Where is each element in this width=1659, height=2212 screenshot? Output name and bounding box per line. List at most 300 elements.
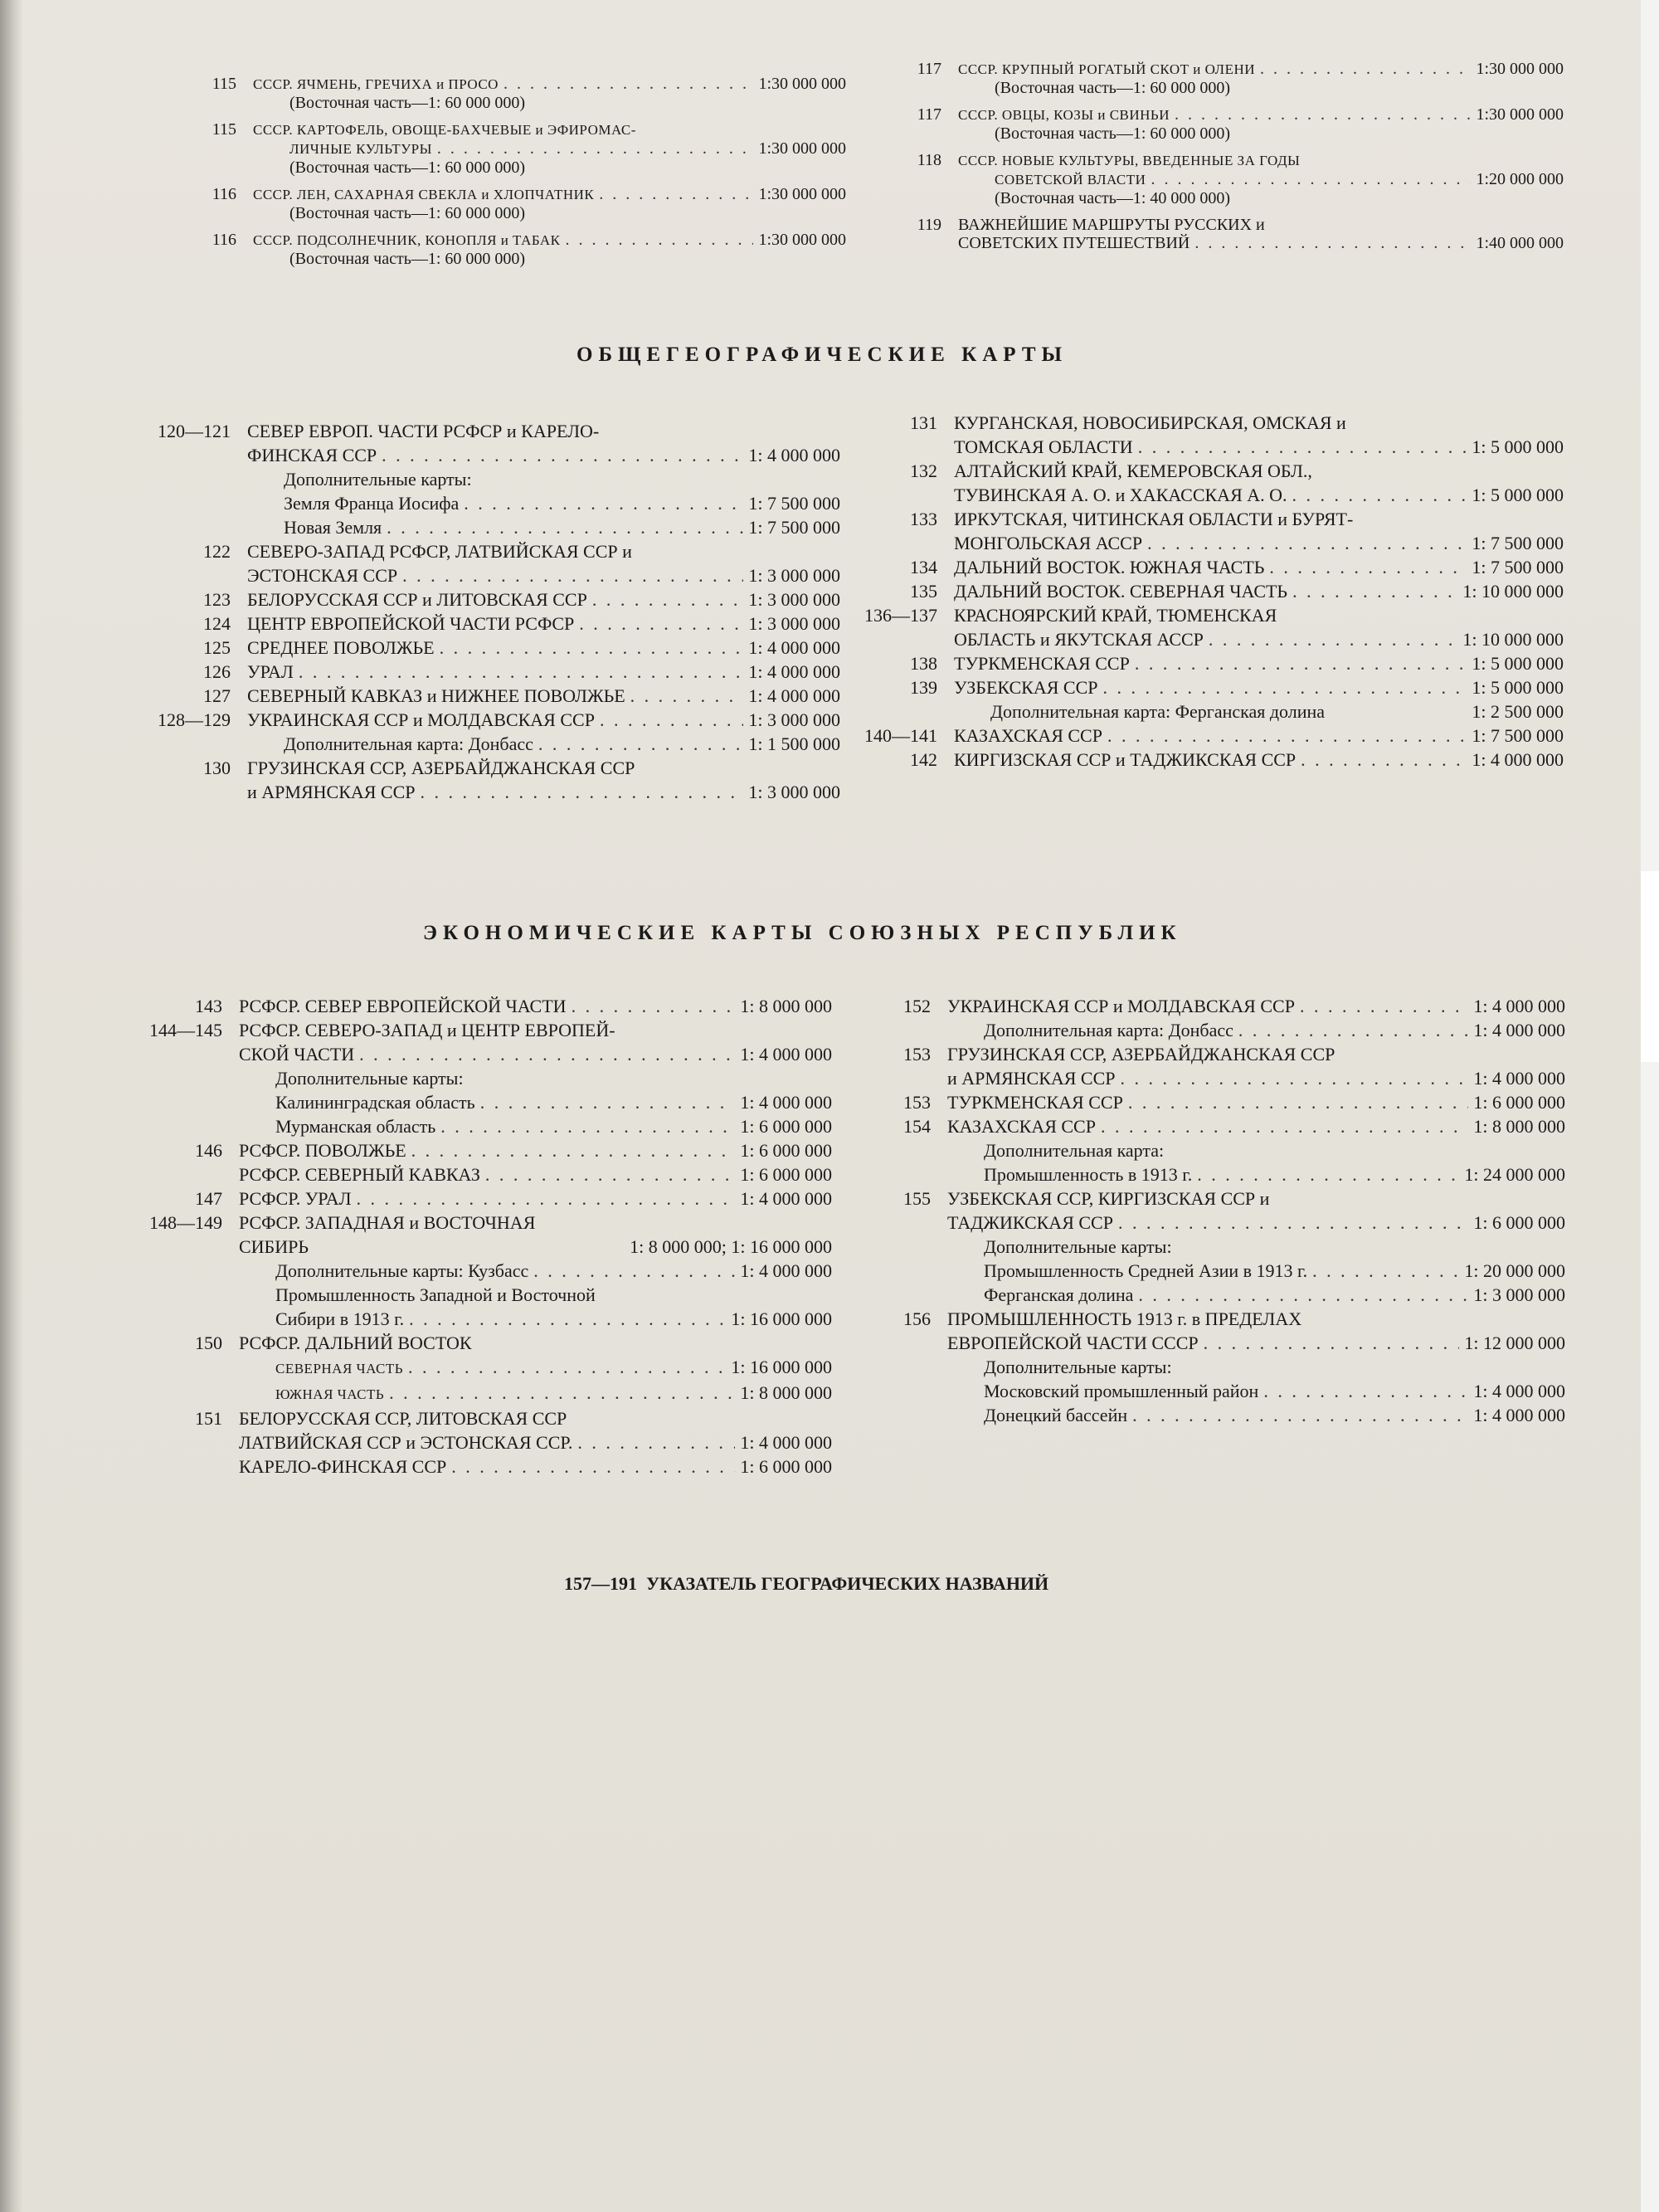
dot-leader	[1312, 1259, 1459, 1283]
map-scale: 1: 5 000 000	[1472, 653, 1564, 674]
map-title: ПРОМЫШЛЕННОСТЬ 1913 г. в ПРЕДЕЛАХ	[947, 1308, 1302, 1329]
map-scale: 1: 4 000 000	[740, 1092, 832, 1113]
entry-line	[958, 170, 1564, 189]
map-page-number: 117	[917, 60, 941, 78]
map-title: Дополнительные карты:	[275, 1068, 464, 1089]
dot-leader	[1238, 1018, 1468, 1042]
map-page-number: 146	[195, 1140, 222, 1161]
entry-line	[247, 756, 840, 780]
dot-leader	[357, 1186, 736, 1211]
map-title: Земля Франца Иосифа	[284, 493, 460, 514]
entry-line	[253, 204, 846, 222]
map-title: ГРУЗИНСКАЯ ССР, АЗЕРБАЙДЖАНСКАЯ ССР	[247, 758, 635, 778]
map-title: Дополнительные карты: Кузбасс	[275, 1260, 529, 1281]
entry-line	[247, 539, 840, 563]
entry-line	[954, 675, 1564, 699]
entry-line	[954, 531, 1564, 555]
map-title: Донецкий бассейн	[984, 1405, 1128, 1425]
dot-leader	[1118, 1211, 1468, 1235]
map-title: РСФСР. ДАЛЬНИЙ ВОСТОК	[239, 1333, 472, 1353]
index-entry	[903, 1090, 1565, 1114]
entry-line	[954, 555, 1564, 579]
map-title: КИРГИЗСКАЯ ССР и ТАДЖИКСКАЯ ССР	[954, 749, 1297, 770]
entry-line	[247, 419, 840, 443]
map-page-number: 117	[917, 105, 941, 124]
map-title: Дополнительные карты:	[284, 469, 472, 490]
map-page-number: 153	[903, 1092, 931, 1113]
entry-line	[239, 1186, 832, 1211]
map-scale: 1: 8 000 000	[1473, 1116, 1565, 1137]
entry-line	[958, 216, 1564, 234]
map-title: СКОЙ ЧАСТИ	[239, 1044, 355, 1065]
map-title: Дополнительные карты:	[984, 1357, 1172, 1377]
dot-leader	[538, 732, 743, 756]
entry-line	[958, 105, 1564, 124]
index-entry	[903, 1042, 1565, 1090]
map-title: ТУРКМЕНСКАЯ ССР	[947, 1092, 1123, 1113]
entry-line	[958, 60, 1564, 79]
map-title: РСФСР. СЕВЕР ЕВРОПЕЙСКОЙ ЧАСТИ	[239, 996, 567, 1016]
map-scale: 1: 7 500 000	[1472, 557, 1564, 577]
map-title: КАЗАХСКАЯ ССР	[954, 725, 1102, 746]
dot-leader	[1103, 675, 1467, 699]
map-scale: 1: 16 000 000	[731, 1357, 832, 1377]
index-entry	[203, 587, 840, 611]
entry-line	[239, 994, 832, 1018]
map-page-number: 155	[903, 1188, 931, 1209]
map-title: Ферганская долина	[984, 1284, 1134, 1305]
index-entry	[195, 994, 832, 1018]
map-scale: 1: 4 000 000	[740, 1432, 832, 1453]
map-title: ТУРКМЕНСКАЯ ССР	[954, 653, 1130, 674]
entry-line	[253, 120, 846, 139]
section-heading-general-maps: ОБЩЕГЕОГРАФИЧЕСКИЕ КАРТЫ	[577, 343, 1068, 366]
dot-leader	[411, 1138, 736, 1162]
entry-line	[239, 1406, 832, 1430]
dot-leader	[566, 231, 754, 249]
map-page-number: 118	[917, 151, 941, 169]
index-entry	[910, 555, 1564, 579]
index-entry	[203, 539, 840, 587]
entry-line	[239, 1018, 832, 1042]
dot-leader	[600, 708, 743, 732]
dot-leader	[359, 1042, 735, 1066]
map-title: КАРЕЛО-ФИНСКАЯ ССР	[239, 1456, 447, 1477]
map-title: Дополнительная карта: Ферганская долина	[990, 701, 1326, 722]
map-title: УКРАИНСКАЯ ССР и МОЛДАВСКАЯ ССР	[247, 709, 595, 730]
map-scale: 1: 5 000 000	[1472, 436, 1564, 457]
map-page-number: 140—141	[864, 725, 937, 746]
map-title: (Восточная часть—1: 60 000 000)	[289, 204, 526, 222]
map-page-number: 131	[910, 412, 937, 433]
dot-leader	[504, 75, 753, 93]
dot-leader	[592, 587, 744, 611]
map-page-number: 136—137	[864, 605, 937, 626]
map-scale: 1: 7 500 000	[1472, 533, 1564, 553]
footer-page-range: 157—191	[564, 1573, 637, 1594]
map-page-number: 147	[195, 1188, 222, 1209]
entry-line	[247, 563, 840, 587]
map-scale: 1: 10 000 000	[1462, 629, 1564, 650]
map-title: (Восточная часть—1: 60 000 000)	[289, 94, 526, 112]
map-title: СЕВЕРО-ЗАПАД РСФСР, ЛАТВИЙСКАЯ ССР и	[247, 541, 632, 562]
map-title: Калининградская область	[275, 1092, 475, 1113]
map-scale: 1: 4 000 000	[1473, 1020, 1565, 1040]
entry-line	[954, 603, 1564, 627]
map-scale: 1: 4 000 000	[740, 1044, 832, 1065]
index-entry	[903, 1114, 1565, 1186]
map-page-number: 132	[910, 460, 937, 481]
section1-right-column	[917, 60, 1564, 261]
dot-leader	[389, 1381, 735, 1405]
entry-line	[239, 1283, 832, 1307]
dot-leader	[577, 1430, 735, 1454]
entry-line	[253, 94, 846, 112]
map-page-number: 122	[203, 541, 231, 562]
entry-line	[954, 459, 1564, 483]
map-page-number: 115	[212, 75, 236, 93]
dot-leader	[387, 515, 743, 539]
entry-line	[239, 1331, 832, 1355]
dot-leader	[485, 1162, 735, 1186]
map-title: АЛТАЙСКИЙ КРАЙ, КЕМЕРОВСКАЯ ОБЛ.,	[954, 460, 1312, 481]
dot-leader	[402, 563, 743, 587]
entry-line	[247, 443, 840, 467]
map-scale: 1: 8 000 000; 1: 16 000 000	[630, 1236, 832, 1257]
dot-leader	[440, 1114, 735, 1138]
dot-leader	[533, 1259, 735, 1283]
entry-line	[247, 708, 840, 732]
map-page-number: 120—121	[158, 421, 231, 441]
map-scale: 1: 7 500 000	[748, 517, 840, 538]
dot-leader	[599, 185, 753, 203]
dot-leader	[1301, 748, 1467, 772]
map-title: ЭСТОНСКАЯ ССР	[247, 565, 398, 586]
map-page-number: 143	[195, 996, 222, 1016]
map-title: СИБИРЬ	[239, 1236, 309, 1257]
map-title: ТОМСКАЯ ОБЛАСТИ	[954, 436, 1133, 457]
index-entry	[864, 724, 1564, 748]
entry-line	[947, 1066, 1565, 1090]
entry-line	[947, 1283, 1565, 1307]
entry-line	[247, 636, 840, 660]
entry-line	[958, 189, 1564, 207]
map-title: СССР. НОВЫЕ КУЛЬТУРЫ, ВВЕДЕННЫЕ ЗА ГОДЫ	[958, 153, 1301, 168]
entry-line	[958, 151, 1564, 170]
index-entry	[158, 419, 840, 539]
map-title: ЮЖНАЯ ЧАСТЬ	[275, 1386, 385, 1402]
entry-line	[947, 1018, 1565, 1042]
map-page-number: 139	[910, 677, 937, 698]
map-page-number: 128—129	[158, 709, 231, 730]
map-title: СССР. ПОДСОЛНЕЧНИК, КОНОПЛЯ и ТАБАК	[253, 232, 561, 248]
map-title: и АРМЯНСКАЯ ССР	[947, 1068, 1116, 1089]
map-title: УКРАИНСКАЯ ССР и МОЛДАВСКАЯ ССР	[947, 996, 1295, 1016]
map-title: (Восточная часть—1: 60 000 000)	[995, 124, 1231, 143]
dot-leader	[1101, 1114, 1468, 1138]
map-title: ОБЛАСТЬ и ЯКУТСКАЯ АССР	[954, 629, 1204, 650]
map-scale: 1: 4 000 000	[748, 661, 840, 682]
map-page-number: 116	[212, 231, 236, 249]
index-entry	[195, 1186, 832, 1211]
map-scale: 1:30 000 000	[758, 231, 846, 249]
entry-line	[954, 651, 1564, 675]
dot-leader	[480, 1090, 736, 1114]
entry-line	[247, 515, 840, 539]
map-title: (Восточная часть—1: 40 000 000)	[995, 189, 1231, 207]
map-title: СРЕДНЕЕ ПОВОЛЖЬЕ	[247, 637, 435, 658]
map-title: Дополнительная карта:	[984, 1140, 1165, 1161]
map-scale: 1: 6 000 000	[1473, 1092, 1565, 1113]
map-scale: 1: 12 000 000	[1464, 1333, 1565, 1353]
map-scale: 1: 4 000 000	[748, 445, 840, 465]
dot-leader	[1138, 435, 1467, 459]
map-title: ИРКУТСКАЯ, ЧИТИНСКАЯ ОБЛАСТИ и БУРЯТ-	[954, 509, 1354, 529]
map-title: МОНГОЛЬСКАЯ АССР	[954, 533, 1143, 553]
entry-line	[954, 435, 1564, 459]
index-footer	[564, 1573, 1048, 1595]
index-entry	[910, 675, 1564, 724]
map-scale: 1: 6 000 000	[740, 1140, 832, 1161]
map-title: Дополнительные карты:	[984, 1236, 1172, 1257]
map-page-number: 154	[903, 1116, 931, 1137]
dot-leader	[421, 780, 744, 804]
index-entry	[910, 748, 1564, 772]
section-heading-economic-maps: ЭКОНОМИЧЕСКИЕ КАРТЫ СОЮЗНЫХ РЕСПУБЛИК	[423, 922, 1182, 944]
map-title: СССР. КРУПНЫЙ РОГАТЫЙ СКОТ и ОЛЕНИ	[958, 61, 1256, 77]
map-scale: 1: 4 000 000	[748, 685, 840, 706]
dot-leader	[382, 443, 743, 467]
entry-line	[239, 1381, 832, 1406]
index-entry	[903, 1186, 1565, 1307]
index-entry	[917, 151, 1564, 207]
entry-line	[239, 1454, 832, 1479]
entry-line	[947, 1379, 1565, 1403]
map-title: Московский промышленный район	[984, 1381, 1259, 1401]
dot-leader	[1147, 531, 1467, 555]
map-title: Промышленность Средней Азии в 1913 г.	[984, 1260, 1308, 1281]
map-scale: 1: 6 000 000	[1473, 1212, 1565, 1233]
dot-leader	[408, 1355, 726, 1379]
index-entry	[212, 75, 846, 112]
map-title: Сибири в 1913 г.	[275, 1308, 405, 1329]
entry-line	[947, 1403, 1565, 1427]
map-page-number: 150	[195, 1333, 222, 1353]
entry-line	[239, 1235, 832, 1259]
map-title: СЕВЕР ЕВРОП. ЧАСТИ РСФСР и КАРЕЛО-	[247, 421, 600, 441]
map-scale: 1: 4 000 000	[1472, 749, 1564, 770]
index-entry	[195, 1138, 832, 1186]
index-entry	[212, 185, 846, 222]
index-entry	[203, 636, 840, 660]
map-title: СССР. ЛЕН, САХАРНАЯ СВЕКЛА и ХЛОПЧАТНИК	[253, 187, 595, 202]
entry-line	[247, 780, 840, 804]
entry-line	[247, 467, 840, 491]
index-entry	[903, 994, 1565, 1042]
map-scale: 1: 7 500 000	[748, 493, 840, 514]
map-scale: 1: 4 000 000	[1473, 1068, 1565, 1089]
map-scale: 1: 3 000 000	[748, 589, 840, 610]
entry-line	[239, 1042, 832, 1066]
index-entry	[203, 611, 840, 636]
dot-leader	[1194, 234, 1471, 252]
map-page-number: 142	[910, 749, 937, 770]
dot-leader	[1269, 555, 1467, 579]
entry-line	[954, 507, 1564, 531]
map-title: Промышленность в 1913 г.	[984, 1164, 1193, 1185]
map-title: ВАЖНЕЙШИЕ МАРШРУТЫ РУССКИХ и	[958, 216, 1265, 234]
map-title: ЛАТВИЙСКАЯ ССР и ЭСТОНСКАЯ ССР.	[239, 1432, 573, 1453]
map-scale: 1: 8 000 000	[740, 1382, 832, 1403]
map-page-number: 144—145	[149, 1020, 222, 1040]
map-page-number: 138	[910, 653, 937, 674]
dot-leader	[1135, 651, 1467, 675]
map-title: Мурманская область	[275, 1116, 436, 1137]
entry-line	[239, 1307, 832, 1331]
index-entry	[149, 1211, 832, 1331]
map-scale: 1: 3 000 000	[748, 613, 840, 634]
map-title: ДАЛЬНИЙ ВОСТОК. ЮЖНАЯ ЧАСТЬ	[954, 557, 1265, 577]
dot-leader	[579, 611, 743, 636]
map-page-number: 125	[203, 637, 231, 658]
index-entry	[910, 411, 1564, 459]
map-page-number: 152	[903, 996, 931, 1016]
map-title: БЕЛОРУССКАЯ ССР, ЛИТОВСКАЯ ССР	[239, 1408, 567, 1429]
entry-line	[253, 139, 846, 158]
dot-leader	[440, 636, 744, 660]
entry-line	[239, 1211, 832, 1235]
map-scale: 1:30 000 000	[758, 185, 846, 203]
paper-strip	[1641, 871, 1659, 1062]
entry-line	[239, 1138, 832, 1162]
entry-line	[947, 1355, 1565, 1379]
index-entry	[195, 1331, 832, 1406]
index-entry	[917, 105, 1564, 143]
map-scale: 1: 3 000 000	[748, 782, 840, 802]
entry-line	[239, 1066, 832, 1090]
map-title: БЕЛОРУССКАЯ ССР и ЛИТОВСКАЯ ССР	[247, 589, 587, 610]
map-title: ЦЕНТР ЕВРОПЕЙСКОЙ ЧАСТИ РСФСР	[247, 613, 575, 634]
map-scale: 1:30 000 000	[758, 139, 846, 158]
section1-left-column	[212, 75, 846, 276]
dot-leader	[1107, 724, 1467, 748]
index-entry	[917, 216, 1564, 252]
map-title: РСФСР. ЗАПАДНАЯ и ВОСТОЧНАЯ	[239, 1212, 536, 1233]
entry-line	[947, 1114, 1565, 1138]
map-scale: 1: 7 500 000	[1472, 725, 1564, 746]
dot-leader	[409, 1307, 726, 1331]
dot-leader	[1128, 1090, 1469, 1114]
map-title: РСФСР. УРАЛ	[239, 1188, 352, 1209]
map-scale: 1:40 000 000	[1476, 234, 1564, 252]
map-scale: 1:30 000 000	[1476, 105, 1564, 124]
map-title: ТУВИНСКАЯ А. О. и ХАКАССКАЯ А. О.	[954, 485, 1287, 505]
map-title: КУРГАНСКАЯ, НОВОСИБИРСКАЯ, ОМСКАЯ и	[954, 412, 1346, 433]
entry-line	[239, 1090, 832, 1114]
dot-leader	[1263, 1379, 1468, 1403]
map-scale: 1:30 000 000	[1476, 60, 1564, 78]
map-title: ФИНСКАЯ ССР	[247, 445, 377, 465]
entry-line	[247, 732, 840, 756]
map-page-number: 126	[203, 661, 231, 682]
map-scale: 1: 4 000 000	[740, 1188, 832, 1209]
entry-line	[947, 1138, 1565, 1162]
map-scale: 1: 4 000 000	[740, 1260, 832, 1281]
entry-line	[947, 1235, 1565, 1259]
map-page-number: 133	[910, 509, 937, 529]
dot-leader	[1151, 170, 1471, 188]
map-title: ДАЛЬНИЙ ВОСТОК. СЕВЕРНАЯ ЧАСТЬ	[954, 581, 1288, 602]
entry-line	[239, 1114, 832, 1138]
dot-leader	[1138, 1283, 1468, 1307]
map-title: ГРУЗИНСКАЯ ССР, АЗЕРБАЙДЖАНСКАЯ ССР	[947, 1044, 1335, 1065]
entry-line	[958, 124, 1564, 143]
entry-line	[947, 1042, 1565, 1066]
section2-right-column	[864, 411, 1564, 772]
map-title: (Восточная часть—1: 60 000 000)	[289, 158, 526, 177]
map-title: СЕВЕРНЫЙ КАВКАЗ и НИЖНЕЕ ПОВОЛЖЬЕ	[247, 685, 625, 706]
map-scale: 1: 3 000 000	[1473, 1284, 1565, 1305]
map-scale: 1: 5 000 000	[1472, 677, 1564, 698]
dot-leader	[1197, 1162, 1459, 1186]
map-page-number: 127	[203, 685, 231, 706]
map-scale: 1: 10 000 000	[1462, 581, 1564, 602]
entry-line	[947, 1307, 1565, 1331]
dot-leader	[1260, 60, 1471, 78]
map-scale: 1: 4 000 000	[1473, 1405, 1565, 1425]
index-entry	[903, 1307, 1565, 1427]
entry-line	[958, 79, 1564, 97]
map-page-number: 156	[903, 1308, 931, 1329]
map-title: СОВЕТСКОЙ ВЛАСТИ	[995, 172, 1146, 188]
map-scale: 1: 4 000 000	[748, 637, 840, 658]
entry-line	[239, 1355, 832, 1381]
map-scale: 1: 4 000 000	[1473, 996, 1565, 1016]
dot-leader	[1292, 579, 1457, 603]
map-title: Дополнительная карта: Донбасс	[284, 733, 533, 754]
map-page-number: 151	[195, 1408, 222, 1429]
map-title: и АРМЯНСКАЯ ССР	[247, 782, 416, 802]
entry-line	[239, 1162, 832, 1186]
map-scale: 1: 2 500 000	[1472, 701, 1564, 722]
map-page-number: 135	[910, 581, 937, 602]
map-scale: 1: 6 000 000	[740, 1164, 832, 1185]
index-entry	[864, 603, 1564, 651]
entry-line	[247, 587, 840, 611]
map-title: УРАЛ	[247, 661, 294, 682]
dot-leader	[451, 1454, 735, 1479]
entry-line	[247, 684, 840, 708]
map-scale: 1: 4 000 000	[1473, 1381, 1565, 1401]
map-title: СОВЕТСКИХ ПУТЕШЕСТВИЙ	[958, 234, 1190, 252]
dot-leader	[437, 139, 754, 158]
map-title: КАЗАХСКАЯ ССР	[947, 1116, 1096, 1137]
map-title: КРАСНОЯРСКИЙ КРАЙ, ТЮМЕНСКАЯ	[954, 605, 1277, 626]
index-entry	[212, 120, 846, 177]
map-page-number: 124	[203, 613, 231, 634]
entry-line	[247, 660, 840, 684]
entry-line	[253, 231, 846, 250]
index-entry	[203, 756, 840, 804]
index-entry	[917, 60, 1564, 97]
map-scale: 1: 16 000 000	[731, 1308, 832, 1329]
index-entry	[212, 231, 846, 268]
map-title: Дополнительная карта: Донбасс	[984, 1020, 1233, 1040]
section3-left-column	[149, 994, 832, 1479]
entry-line	[954, 699, 1564, 724]
entry-line	[958, 234, 1564, 252]
dot-leader	[1204, 1331, 1460, 1355]
